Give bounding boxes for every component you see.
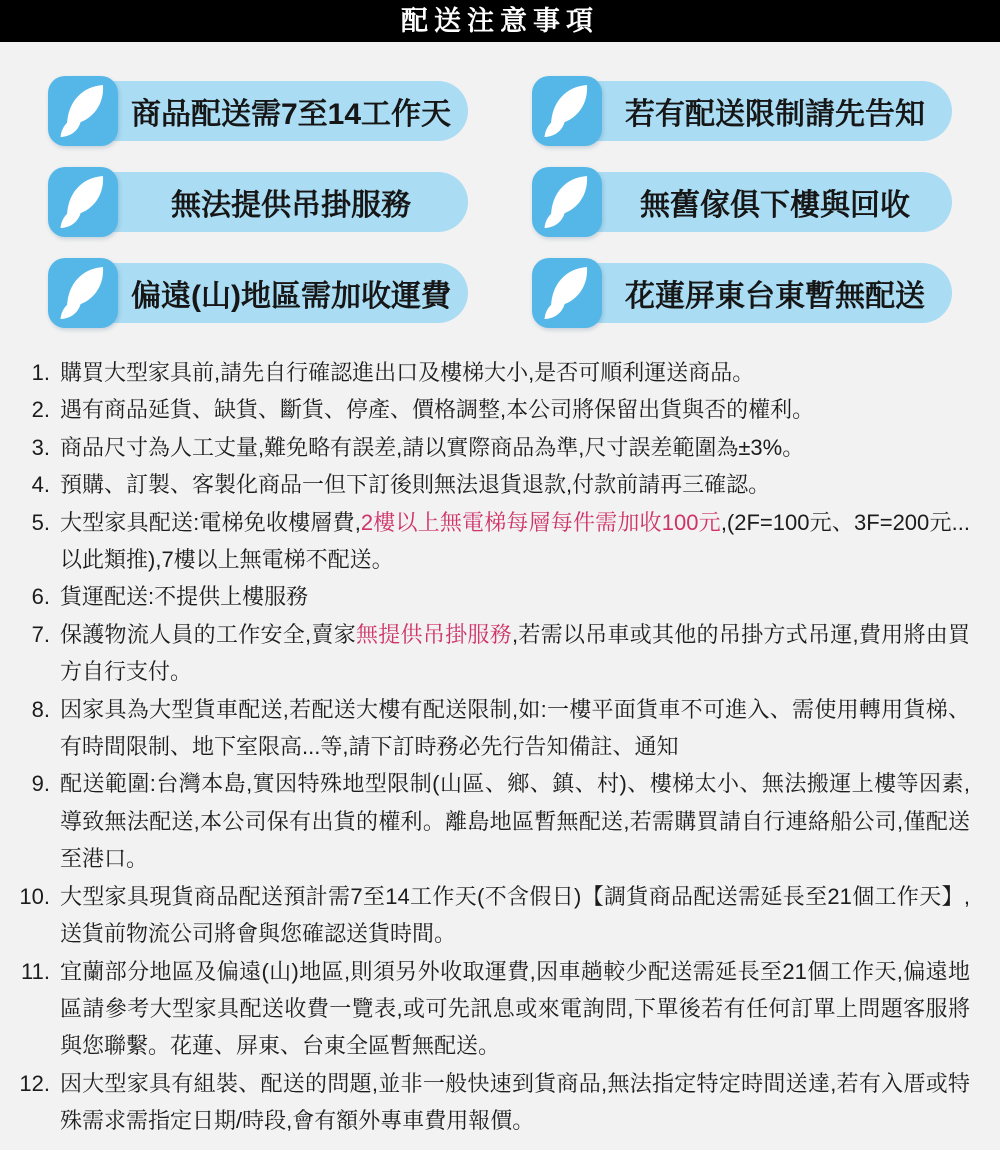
badge-label: 花蓮屏東台東暫無配送	[625, 280, 925, 313]
list-item	[14, 578, 970, 615]
note-text: 大型家具配送:電梯免收樓層費,	[60, 509, 361, 535]
note-text: 因大型家具有組裝、配送的問題,並非一般快速到貨商品,無法指定特定時間送達,若有入厝或特殊需求需指定日期/時段,會有額外專車費用報價。	[60, 1070, 970, 1134]
note-text: 宜蘭部分地區及偏遠(山)地區,則須另外收取運費,因車趟較少配送需延長至21個工作天,偏遠地區請參考大型家具配送收費一覽表,或可先訊息或來電詢問,下單後若有任何訂單上問題客服將與您聯繫。花蓮、屏東、台東全區暫無配送。	[60, 958, 970, 1059]
badge-delivery-days	[48, 76, 468, 146]
leaf-icon	[48, 76, 118, 146]
list-item	[14, 765, 970, 877]
note-text: ,(2F=100元、3F=200元...以此類推),7樓以上無電梯不配送。	[60, 509, 970, 573]
note-text: 貨運配送:不提供上樓服務	[60, 584, 309, 610]
list-item	[14, 504, 970, 579]
list-item	[14, 953, 970, 1065]
list-item	[14, 354, 970, 391]
note-text: 預購、訂製、客製化商品一但下訂後則無法退貨退款,付款前請再三確認。	[60, 472, 771, 498]
leaf-icon	[532, 167, 602, 237]
leaf-icon	[48, 167, 118, 237]
list-item	[14, 1065, 970, 1140]
list-item	[14, 466, 970, 503]
badge-label: 商品配送需7至14工作天	[130, 98, 452, 131]
note-text: 商品尺寸為人工丈量,難免略有誤差,請以實際商品為準,尺寸誤差範圍為±3%。	[60, 434, 805, 460]
notes-list	[0, 354, 1000, 1140]
note-text: 因家具為大型貨車配送,若配送大樓有配送限制,如:一樓平面貨車不可進入、需使用轉用貨梯、有時間限制、地下室限高...等,請下訂時務必先行告知備註、通知	[60, 696, 970, 760]
delivery-badges	[0, 42, 1000, 328]
badge-no-removal	[532, 167, 952, 237]
leaf-icon	[532, 258, 602, 328]
highlighted-text: 2樓以上無電梯每層每件需加收100元	[360, 509, 721, 535]
badge-no-hoisting	[48, 167, 468, 237]
list-item	[14, 878, 970, 953]
leaf-icon	[48, 258, 118, 328]
badge-label: 無法提供吊掛服務	[171, 189, 411, 222]
badge-label: 若有配送限制請先告知	[625, 98, 925, 131]
page-title: 配送注意事項	[401, 5, 599, 36]
note-text: 保護物流人員的工作安全,賣家	[60, 621, 356, 647]
page-header	[0, 0, 1000, 42]
badge-no-delivery-areas	[532, 258, 952, 328]
note-text: 遇有商品延貨、缺貨、斷貨、停產、價格調整,本公司將保留出貨與否的權利。	[60, 397, 815, 423]
badge-label: 無舊傢俱下樓與回收	[640, 189, 910, 222]
leaf-icon	[532, 76, 602, 146]
note-text: ,若需以吊車或其他的吊掛方式吊運,費用將由買方自行支付。	[60, 621, 970, 685]
list-item	[14, 429, 970, 466]
list-item	[14, 691, 970, 766]
badge-delivery-limit	[532, 76, 952, 146]
list-item	[14, 616, 970, 691]
highlighted-text: 無提供吊掛服務	[356, 621, 512, 647]
list-item	[14, 391, 970, 428]
note-text: 購買大型家具前,請先自行確認進出口及樓梯大小,是否可順利運送商品。	[60, 360, 755, 385]
note-text: 配送範圍:台灣本島,實因特殊地型限制(山區、鄉、鎮、村)、樓梯太小、無法搬運上樓等因素,導致無法配送,本公司保有出貨的權利。離島地區暫無配送,若需購買請自行連絡船公司,僅配送至港口。	[60, 771, 970, 872]
note-text: 大型家具現貨商品配送預計需7至14工作天(不含假日)【調貨商品配送需延長至21個工作天】,送貨前物流公司將會與您確認送貨時間。	[60, 883, 970, 947]
badge-label: 偏遠(山)地區需加收運費	[131, 280, 451, 313]
badge-remote-fee	[48, 258, 468, 328]
